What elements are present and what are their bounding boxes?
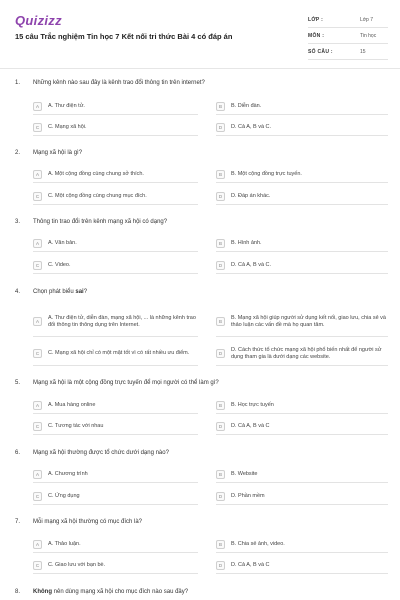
option-text: A. Mua hàng online	[48, 402, 96, 408]
option-a	[33, 307, 198, 337]
option-badge: B	[216, 317, 225, 326]
option-a	[33, 398, 198, 414]
option-b	[216, 307, 388, 337]
option-badge: C	[33, 561, 42, 570]
option-badge: C	[33, 492, 42, 501]
option-text: B. Mạng xã hội giúp người sử dụng kết nối, giao lưu, chia sẻ và thảo luận các vấn đề mà họ quan tâm.	[231, 314, 386, 328]
option-badge: C	[33, 422, 42, 431]
option-badge: B	[216, 170, 225, 179]
option-c	[33, 342, 198, 366]
option-badge: B	[216, 401, 225, 410]
option-text: B. Diễn đàn.	[231, 103, 262, 109]
option-c	[33, 489, 198, 505]
option-badge: C	[33, 261, 42, 270]
document-title: 15 câu Trắc nghiệm Tin học 7 Kết nối tri thức Bài 4 có đáp án	[15, 32, 233, 41]
option-text: C. Mạng xã hội.	[48, 124, 87, 130]
option-a	[33, 236, 198, 252]
question-text: Những kênh nào sau đây là kênh trao đổi thông tin trên internet?	[33, 80, 205, 86]
question-number: 7.	[15, 519, 21, 525]
option-a	[33, 167, 198, 183]
question-number: 3.	[15, 219, 21, 225]
option-badge: B	[216, 540, 225, 549]
meta-value: 15	[360, 48, 366, 55]
option-badge: C	[33, 349, 42, 358]
meta-box	[308, 12, 388, 60]
question-text	[33, 289, 373, 295]
option-d	[216, 342, 388, 366]
question-text-post: nên dùng mạng xã hội cho mục đích nào sau đây?	[52, 589, 189, 595]
meta-value: Lớp 7	[360, 16, 374, 23]
meta-value: Tin học	[360, 32, 377, 39]
question-number: 8.	[15, 589, 21, 595]
option-text: D. Đáp án khác.	[231, 193, 271, 199]
option-badge: A	[33, 401, 42, 410]
option-text: A. Thư điện tử.	[48, 103, 85, 109]
question-number: 1.	[15, 80, 21, 86]
question-number: 6.	[15, 450, 21, 456]
question-number: 2.	[15, 150, 21, 156]
option-badge: B	[216, 470, 225, 479]
option-text: C. Ứng dụng	[48, 493, 80, 499]
option-text: A. Chương trình	[48, 471, 88, 477]
option-badge: D	[216, 123, 225, 132]
option-text: D. Cả A, B và C	[231, 423, 270, 429]
option-badge: A	[33, 239, 42, 248]
option-badge: A	[33, 540, 42, 549]
option-text: D. Cả A, B và C.	[231, 124, 272, 130]
option-a	[33, 537, 198, 553]
option-badge: A	[33, 470, 42, 479]
question-text: Mạng xã hội là một cộng đồng trực tuyến để mọi người có thể làm gì?	[33, 380, 219, 386]
question-text-pre: Chọn phát biểu	[33, 289, 76, 295]
meta-key: SỐ CÂU :	[308, 48, 333, 55]
option-badge: A	[33, 102, 42, 111]
option-badge: A	[33, 170, 42, 179]
option-badge: D	[216, 492, 225, 501]
option-badge: B	[216, 239, 225, 248]
option-text: B. Chia sẻ ảnh, video.	[231, 541, 285, 547]
option-badge: C	[33, 123, 42, 132]
option-b	[216, 167, 388, 183]
option-text: D. Phần mềm	[231, 493, 265, 499]
option-badge: D	[216, 261, 225, 270]
option-c	[33, 189, 198, 205]
question-text: Thông tin trao đổi trên kênh mạng xã hội có dạng?	[33, 219, 168, 225]
option-text: A. Một cộng đồng cùng chung sở thích.	[48, 171, 144, 177]
option-badge: D	[216, 349, 225, 358]
option-text: C. Giao lưu với bạn bè.	[48, 562, 106, 568]
question-text: Mạng xã hội là gì?	[33, 150, 83, 156]
option-text: B. Hình ảnh.	[231, 240, 262, 246]
option-text: A. Thư điện tử, diễn đàn, mạng xã hội, ... là những kênh trao đổi thông tin thông dụng trên Internet.	[48, 314, 196, 328]
question-text	[33, 589, 373, 595]
option-d	[216, 120, 388, 136]
option-text: C. Một cộng đồng cùng chung mục đích.	[48, 193, 147, 199]
option-b	[216, 236, 388, 252]
option-b	[216, 398, 388, 414]
option-text: C. Video.	[48, 262, 71, 268]
meta-key: LỚP :	[308, 16, 324, 23]
option-c	[33, 419, 198, 435]
option-badge: D	[216, 192, 225, 201]
question-text-post: ?	[83, 289, 88, 295]
option-text: C. Mạng xã hội chỉ có một mặt tốt vì có rất nhiều ưu điểm.	[48, 350, 190, 356]
meta-row-subject	[308, 28, 388, 44]
meta-row-class	[308, 12, 388, 28]
quizizz-logo: Quizizz	[15, 13, 62, 28]
option-d	[216, 189, 388, 205]
meta-row-count	[308, 44, 388, 60]
option-text: B. Học trực tuyến	[231, 402, 274, 408]
option-c	[33, 120, 198, 136]
option-text: D. Cách thức tổ chức mạng xã hội phổ biến nhất để người sử dụng tham gia là dưới dạng các website.	[231, 346, 382, 360]
option-d	[216, 558, 388, 574]
question-number: 5.	[15, 380, 21, 386]
option-b	[216, 99, 388, 115]
option-badge: B	[216, 102, 225, 111]
option-c	[33, 258, 198, 274]
option-d	[216, 419, 388, 435]
header-divider	[0, 68, 400, 69]
option-text: A. Văn bản.	[48, 240, 77, 246]
question-text-emphasis: Không	[33, 589, 52, 595]
option-text: B. Website	[231, 471, 258, 477]
option-badge: D	[216, 561, 225, 570]
option-c	[33, 558, 198, 574]
question-number: 4.	[15, 289, 21, 295]
meta-key: MÔN :	[308, 32, 325, 39]
option-badge: C	[33, 192, 42, 201]
option-b	[216, 537, 388, 553]
option-d	[216, 258, 388, 274]
option-badge: A	[33, 317, 42, 326]
option-text: D. Cả A, B và C	[231, 562, 270, 568]
option-a	[33, 99, 198, 115]
option-b	[216, 467, 388, 483]
question-text: Mạng xã hội thường được tổ chức dưới dạng nào?	[33, 450, 169, 456]
question-text-emphasis: sai	[75, 289, 84, 295]
option-a	[33, 467, 198, 483]
option-text: B. Một cộng đồng trực tuyến.	[231, 171, 302, 177]
option-d	[216, 489, 388, 505]
option-text: C. Tương tác với nhau	[48, 423, 104, 429]
option-text: A. Thảo luận.	[48, 541, 81, 547]
question-text: Mỗi mạng xã hội thường có mục đích là?	[33, 519, 143, 525]
option-text: D. Cả A, B và C.	[231, 262, 272, 268]
option-badge: D	[216, 422, 225, 431]
